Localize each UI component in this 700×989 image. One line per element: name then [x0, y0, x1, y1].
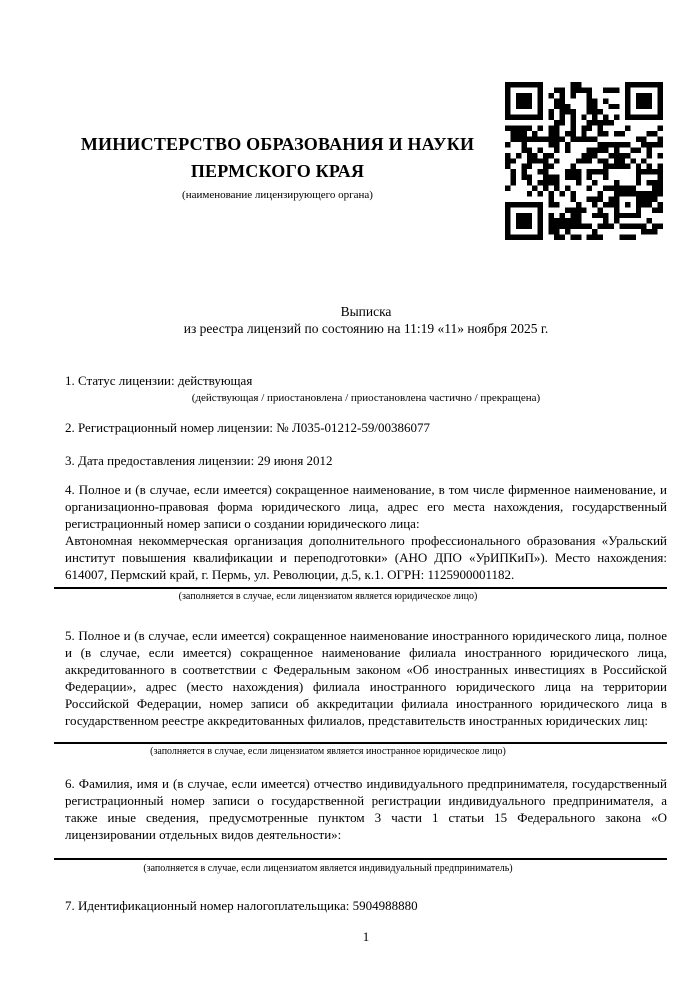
- entrepreneur-caption: (заполняется в случае, если лицензиатом является индивидуальный предприниматель): [143, 863, 513, 874]
- paragraph-line: Федерации», адрес (место нахождения) филиала иностранного юридического лица на территории: [65, 679, 667, 694]
- document-title-line-2: из реестра лицензий по состоянию на 11:19 «11» ноября 2025 г.: [183, 321, 549, 336]
- paragraph-line: организационно-правовая форма юридического лица, адрес его места нахождения, государственный: [65, 499, 667, 514]
- authority-name-line-2: ПЕРМСКОГО КРАЯ: [190, 161, 365, 181]
- entrepreneur-label: [65, 775, 667, 843]
- legal-entity-item: [65, 481, 667, 583]
- licensing-authority-block: [40, 131, 515, 202]
- foreign-entity-item: [65, 627, 667, 729]
- license-status-options-caption: (действующая / приостановлена / приостановлена частично / прекращена): [191, 392, 541, 404]
- paragraph-line: институт повышения квалификации и переподготовки» (АНО ДПО «УрИПКиП»). Место нахождения:: [65, 550, 667, 565]
- paragraph-line: 614007, Пермский край, г. Пермь, ул. Революции, д.5, к.1. ОГРН: 1125900001182.: [65, 567, 515, 582]
- fill-in-rule-entrepreneur: [54, 858, 667, 860]
- paragraph-line: Российской Федерации, номер записи об аккредитации филиала иностранного юридического лица в: [65, 696, 667, 711]
- license-grant-date-item: 3. Дата предоставления лицензии: 29 июня 2012: [65, 453, 333, 468]
- authority-name-caption: (наименование лицензирующего органа): [182, 189, 373, 201]
- paragraph-line: лицензировании отдельных видов деятельности»:: [65, 827, 342, 842]
- foreign-entity-label: [65, 627, 667, 729]
- paragraph-line: 4. Полное и (в случае, если имеется) сокращенное наименование, в том числе фирменное наименование, и: [65, 482, 667, 497]
- paragraph-line: регистрационный номер записи о государственной регистрации индивидуального предпринимателя, а: [65, 793, 667, 808]
- paragraph-line: государственном реестре аккредитованных филиалов, представительств иностранных юридических лиц:: [65, 713, 649, 728]
- paragraph-line: регистрационный номер записи о создании юридического лица:: [65, 516, 420, 531]
- document-title-line-1: Выписка: [340, 304, 392, 319]
- paragraph-line: также иные сведения, предусмотренные пунктом 3 части 1 статьи 15 Федерального закона «О: [65, 810, 667, 825]
- paragraph-line: 5. Полное и (в случае, если имеется) сокращенное наименование иностранного юридического лица, полное: [65, 628, 667, 643]
- paragraph-line: аккредитованного в соответствии с Федеральным законом «Об иностранных инвестициях в Российской: [65, 662, 667, 677]
- license-status-item: 1. Статус лицензии: действующая: [65, 373, 253, 388]
- fill-in-rule-foreign-entity: [54, 742, 667, 744]
- paragraph-line: и (в случае, если имеется) сокращенное наименование филиала иностранного юридического лица,: [65, 645, 667, 660]
- paragraph-line: 6. Фамилия, имя и (в случае, если имеется) отчество индивидуального предпринимателя, государственный: [65, 776, 667, 791]
- fill-in-rule-legal-entity: [54, 587, 667, 589]
- legal-entity-value: [65, 532, 667, 583]
- taxpayer-number-item: 7. Идентификационный номер налогоплательщика: 5904988880: [65, 898, 418, 913]
- entrepreneur-item: [65, 775, 667, 843]
- paragraph-line: Автономная некоммерческая организация дополнительного профессионального образования «Уральский: [65, 533, 667, 548]
- license-registration-number-item: 2. Регистрационный номер лицензии: № Л035-01212-59/00386077: [65, 420, 431, 435]
- legal-entity-label: [65, 481, 667, 532]
- foreign-entity-caption: (заполняется в случае, если лицензиатом является иностранное юридическое лицо): [150, 746, 506, 757]
- authority-name-line-1: МИНИСТЕРСТВО ОБРАЗОВАНИЯ И НАУКИ: [80, 134, 475, 154]
- document-title: [65, 303, 667, 337]
- document-body: [65, 303, 667, 945]
- qr-code: [505, 82, 663, 240]
- legal-entity-caption: (заполняется в случае, если лицензиатом является юридическое лицо): [178, 591, 478, 602]
- page-number: 1: [362, 929, 370, 944]
